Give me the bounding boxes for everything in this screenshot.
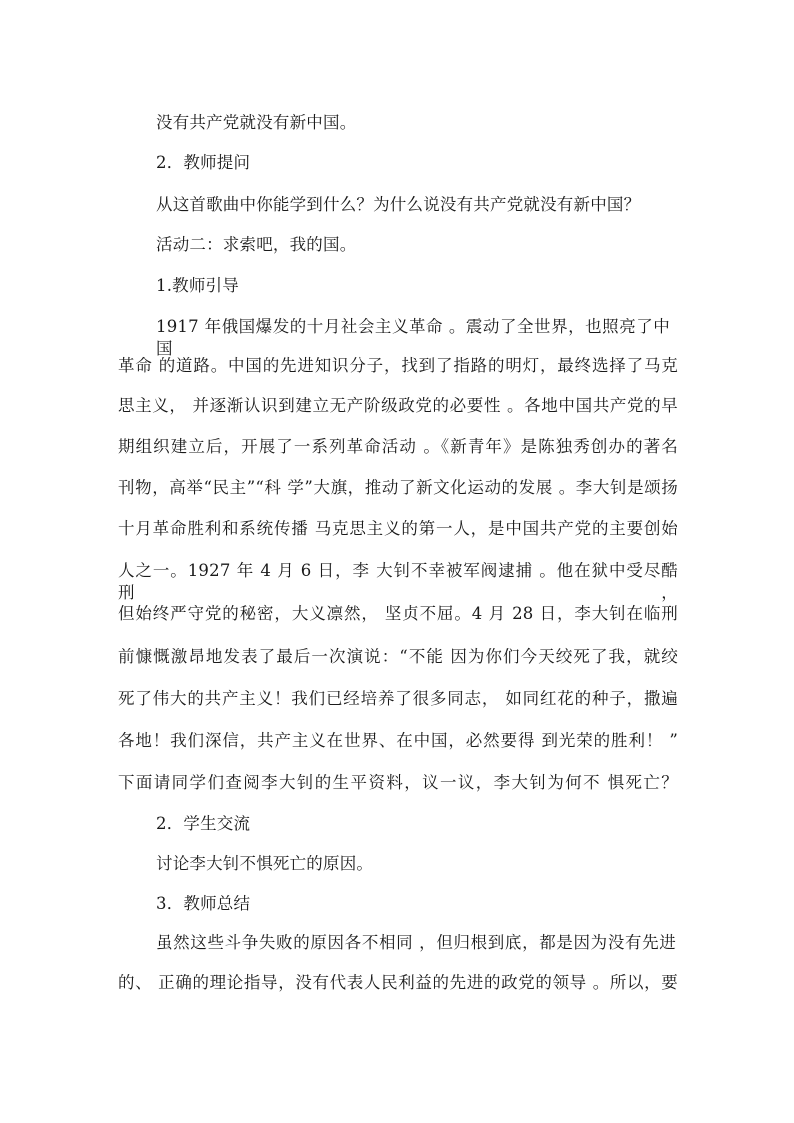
paragraph-line: 下面请同学们查阅李大钊的生平资料，议一议，李大钊为何不 惧死亡？ — [118, 773, 678, 792]
section-heading: 1.教师引导 — [156, 276, 239, 295]
paragraph-line: 革命 的道路。中国的先进知识分子，找到了指路的明灯，最终选择了马克 — [118, 356, 678, 375]
paragraph-line: 讨论李大钊不惧死亡的原因。 — [156, 854, 374, 873]
section-heading: 3．教师总结 — [156, 894, 251, 913]
paragraph-line: 思主义， 并逐渐认识到建立无产阶级政党的必要性 。各地中国共产党的早 — [118, 396, 678, 415]
paragraph-line: 十月革命胜利和系统传播 马克思主义的第一人，是中国共产党的主要创始 — [118, 519, 678, 538]
paragraph-line: 从这首歌曲中你能学到什么？为什么说没有共产党就没有新中国？ — [156, 195, 641, 214]
paragraph-line: 前慷慨激昂地发表了最后一次演说：“不能 因为你们今天绞死了我，就绞 — [118, 647, 678, 666]
paragraph-line: 没有共产党就没有新中国。 — [156, 113, 357, 132]
section-heading: 2．教师提问 — [156, 153, 251, 172]
activity-heading: 活动二：求索吧，我的国。 — [156, 235, 357, 254]
section-heading: 2．学生交流 — [156, 814, 251, 833]
paragraph-line: 但始终严守党的秘密，大义凛然， 坚贞不屈。4 月 28 日，李大钊在临刑 — [118, 604, 678, 623]
paragraph-line: 期组织建立后，开展了一系列革命活动 。《新青年》是陈独秀创办的著名 — [118, 437, 678, 456]
paragraph-line: 死了伟大的共产主义！我们已经培养了很多同志， 如同红花的种子，撒遍 — [118, 689, 678, 708]
paragraph-line: 刊物，高举“民主”“科 学”大旗，推动了新文化运动的发展 。李大钊是颂扬 — [118, 478, 678, 497]
paragraph-line: 人之一。1927 年 4 月 6 日，李 大钊不幸被军阀逮捕 。他在狱中受尽酷刑， — [118, 561, 678, 602]
paragraph-line: 虽然这些斗争失败的原因各不相同 ，但归根到底，都是因为没有先进 — [156, 933, 676, 952]
paragraph-line: 各地！我们深信，共产主义在世界、在中国，必然要得 到光荣的胜利！ ” — [118, 731, 678, 750]
paragraph-line: 的、 正确的理论指导，没有代表人民利益的先进的政党的领导 。所以，要 — [118, 973, 678, 992]
paragraph-line: 1917 年俄国爆发的十月社会主义革命 。震动了全世界，也照亮了中国 — [156, 317, 670, 358]
